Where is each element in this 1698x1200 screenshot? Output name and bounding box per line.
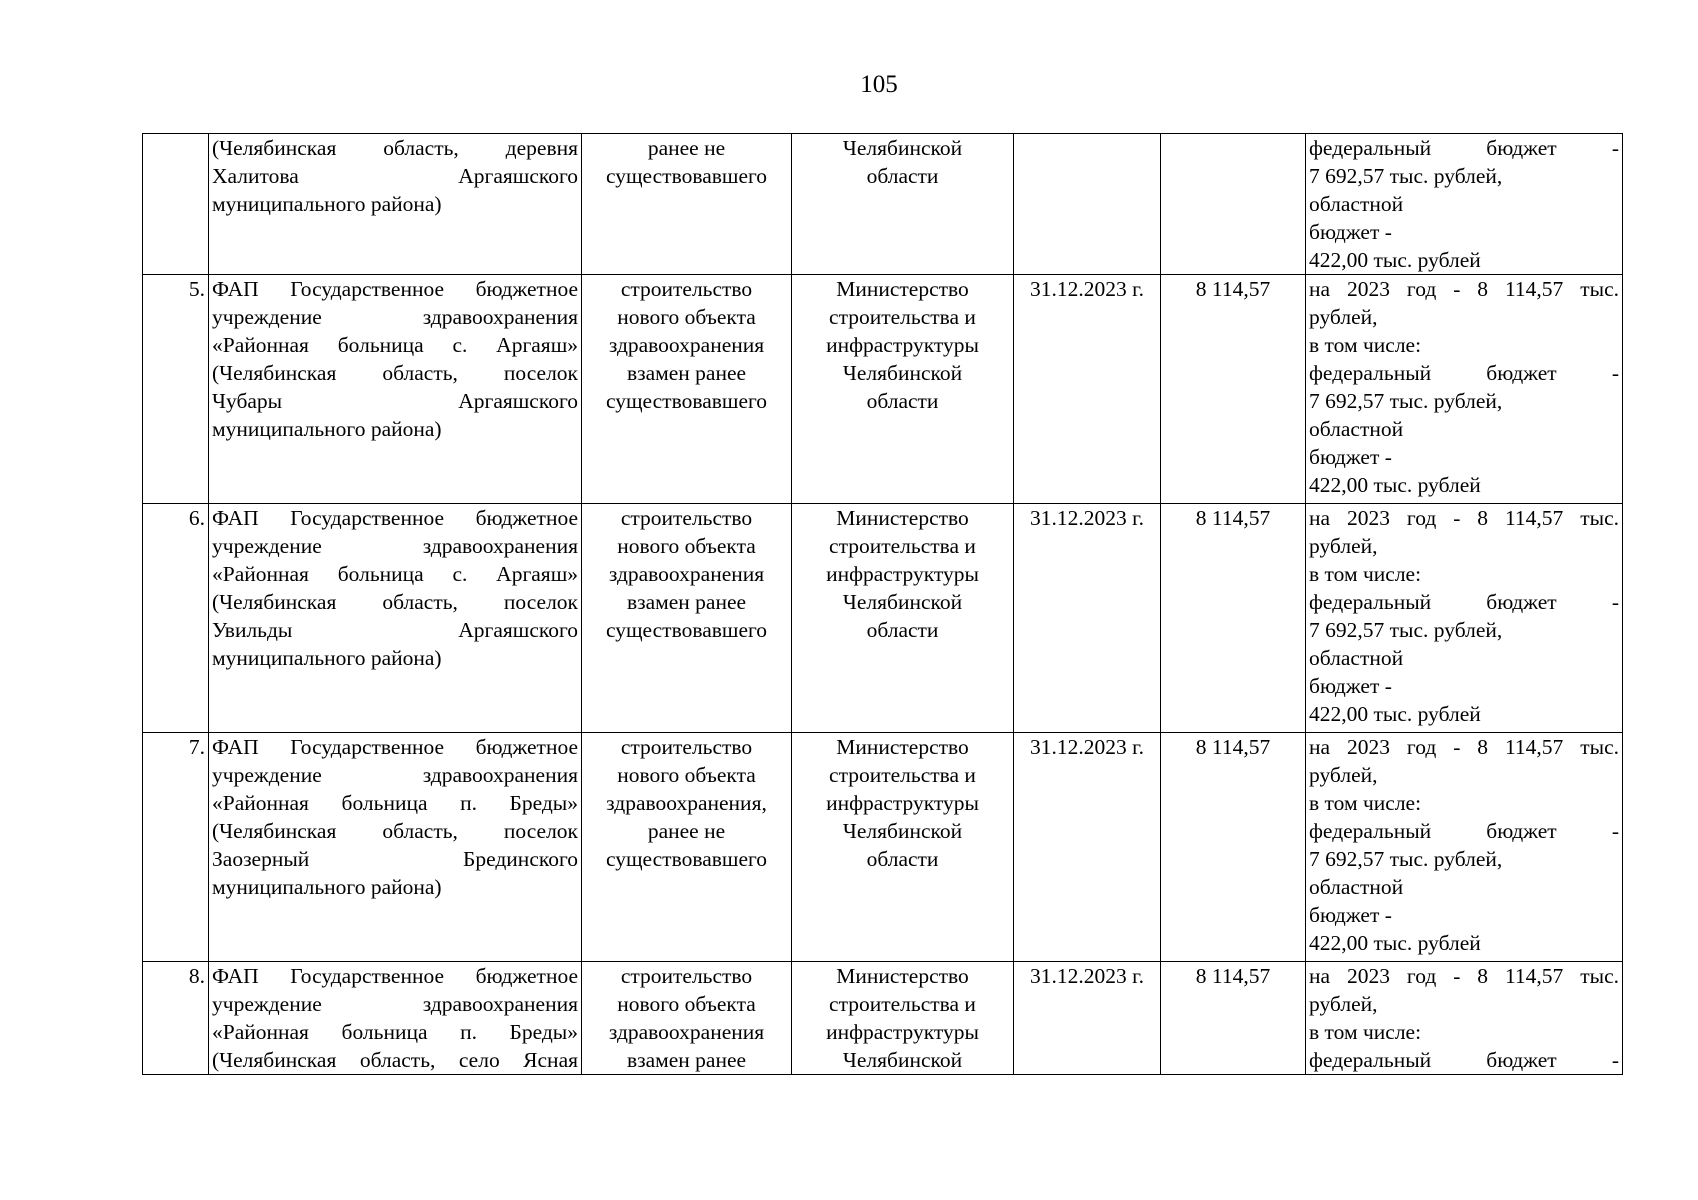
financing-line: 7 692,57 тыс. рублей, [1309, 847, 1503, 871]
financing-line: федеральный бюджет - [1309, 136, 1619, 160]
table-row [143, 733, 1623, 962]
cost-value: 8 114,57 [1195, 277, 1271, 301]
financing-line: бюджет - [1309, 220, 1392, 244]
cost-value: 8 114,57 [1195, 735, 1271, 759]
object-name-cell [209, 962, 582, 1075]
deadline-value: 31.12.2023 г. [1030, 964, 1144, 988]
deadline-cell [1014, 733, 1161, 962]
object-name-line: ФАП Государственное бюджетное [212, 506, 578, 530]
table-body [143, 134, 1623, 1075]
financing-line: 422,00 тыс. рублей [1309, 702, 1481, 726]
financing-line: рублей, [1309, 534, 1378, 558]
financing-line: рублей, [1309, 305, 1378, 329]
object-name-line: учреждение здравоохранения [212, 763, 578, 787]
responsible-org-cell [792, 275, 1014, 504]
financing-line: в том числе: [1309, 562, 1422, 586]
responsible-org-cell [792, 733, 1014, 962]
cost-cell [1161, 504, 1306, 733]
work-type-line: здравоохранения [608, 1020, 765, 1044]
deadline-cell [1014, 504, 1161, 733]
object-name-line: Халитова Аргаяшского [212, 164, 578, 188]
row-number-cell [143, 134, 209, 275]
work-type-line: строительство [620, 506, 753, 530]
responsible-org-line: строительства и [829, 992, 976, 1016]
work-type-line: здравоохранения [608, 333, 765, 357]
responsible-org-cell [792, 504, 1014, 733]
deadline-cell [1014, 275, 1161, 504]
financing-line: федеральный бюджет - [1309, 1048, 1619, 1072]
responsible-org-cell [792, 962, 1014, 1075]
financing-line: областной [1309, 646, 1404, 670]
financing-cell [1306, 962, 1623, 1075]
work-type-cell [582, 134, 792, 275]
work-type-line: нового объекта [617, 305, 756, 329]
financing-line: областной [1309, 417, 1404, 441]
financing-line: 422,00 тыс. рублей [1309, 931, 1481, 955]
object-name-line: учреждение здравоохранения [212, 305, 578, 329]
financing-line: 422,00 тыс. рублей [1309, 473, 1481, 497]
object-name-line: муниципального района) [212, 875, 442, 899]
work-type-line: взамен ранее [626, 361, 747, 385]
cost-cell [1161, 733, 1306, 962]
work-type-line: ранее не [647, 819, 726, 843]
financing-cell [1306, 504, 1623, 733]
row-number: 8. [188, 964, 205, 988]
responsible-org-line: Челябинской [842, 136, 963, 160]
responsible-org-line: Челябинской [842, 361, 963, 385]
row-number-cell [143, 275, 209, 504]
projects-table [142, 133, 1623, 1075]
financing-line: 7 692,57 тыс. рублей, [1309, 389, 1503, 413]
deadline-cell [1014, 134, 1161, 275]
responsible-org-line: области [866, 389, 939, 413]
responsible-org-line: Челябинской [842, 819, 963, 843]
responsible-org-line: Министерство [836, 277, 969, 301]
responsible-org-line: области [866, 847, 939, 871]
work-type-line: строительство [620, 735, 753, 759]
work-type-cell [582, 504, 792, 733]
object-name-cell [209, 275, 582, 504]
work-type-line: ранее не [647, 136, 726, 160]
object-name-line: учреждение здравоохранения [212, 534, 578, 558]
object-name-line: «Районная больница п. Бреды» [212, 791, 578, 815]
deadline-value: 31.12.2023 г. [1030, 506, 1144, 530]
financing-line: 7 692,57 тыс. рублей, [1309, 618, 1503, 642]
cost-cell [1161, 134, 1306, 275]
deadline-value: 31.12.2023 г. [1030, 277, 1144, 301]
responsible-org-line: инфраструктуры [826, 562, 979, 586]
work-type-line: существовавшего [605, 618, 768, 642]
work-type-line: существовавшего [605, 164, 768, 188]
object-name-cell [209, 134, 582, 275]
row-number-cell [143, 504, 209, 733]
object-name-line: (Челябинская область, поселок [212, 590, 578, 614]
responsible-org-line: строительства и [829, 534, 976, 558]
financing-line: 422,00 тыс. рублей [1309, 248, 1481, 272]
responsible-org-line: Министерство [836, 964, 969, 988]
financing-cell [1306, 134, 1623, 275]
object-name-line: муниципального района) [212, 417, 442, 441]
financing-line: 7 692,57 тыс. рублей, [1309, 164, 1503, 188]
financing-line: областной [1309, 875, 1404, 899]
responsible-org-line: инфраструктуры [826, 333, 979, 357]
object-name-line: «Районная больница с. Аргаяш» [212, 333, 578, 357]
work-type-cell [582, 733, 792, 962]
financing-line: бюджет - [1309, 903, 1392, 927]
responsible-org-line: инфраструктуры [826, 1020, 979, 1044]
work-type-line: взамен ранее [626, 1048, 747, 1072]
financing-line: федеральный бюджет - [1309, 819, 1619, 843]
responsible-org-line: инфраструктуры [826, 791, 979, 815]
row-number-cell [143, 733, 209, 962]
object-name-line: ФАП Государственное бюджетное [212, 277, 578, 301]
financing-line: федеральный бюджет - [1309, 361, 1619, 385]
object-name-line: Заозерный Брединского [212, 847, 578, 871]
financing-line: в том числе: [1309, 333, 1422, 357]
cost-cell [1161, 275, 1306, 504]
table-row [143, 504, 1623, 733]
row-number-cell [143, 962, 209, 1075]
deadline-cell [1014, 962, 1161, 1075]
work-type-line: строительство [620, 964, 753, 988]
responsible-org-cell [792, 134, 1014, 275]
object-name-line: ФАП Государственное бюджетное [212, 735, 578, 759]
work-type-line: нового объекта [617, 992, 756, 1016]
row-number: 6. [188, 506, 205, 530]
object-name-line: Увильды Аргаяшского [212, 618, 578, 642]
object-name-line: (Челябинская область, деревня [212, 136, 578, 160]
object-name-line: муниципального района) [212, 646, 442, 670]
financing-line: на 2023 год - 8 114,57 тыс. [1309, 506, 1619, 530]
row-number: 5. [188, 277, 205, 301]
financing-line: рублей, [1309, 992, 1378, 1016]
responsible-org-line: строительства и [829, 763, 976, 787]
work-type-line: нового объекта [617, 534, 756, 558]
financing-line: на 2023 год - 8 114,57 тыс. [1309, 964, 1619, 988]
work-type-line: существовавшего [605, 847, 768, 871]
object-name-line: муниципального района) [212, 192, 442, 216]
object-name-line: (Челябинская область, поселок [212, 361, 578, 385]
object-name-cell [209, 733, 582, 962]
work-type-line: строительство [620, 277, 753, 301]
responsible-org-line: области [866, 164, 939, 188]
table-row [143, 275, 1623, 504]
responsible-org-line: Министерство [836, 506, 969, 530]
table-row [143, 134, 1623, 275]
work-type-line: существовавшего [605, 389, 768, 413]
financing-line: областной [1309, 192, 1404, 216]
object-name-line: учреждение здравоохранения [212, 992, 578, 1016]
financing-line: на 2023 год - 8 114,57 тыс. [1309, 277, 1619, 301]
page-number: 105 [860, 71, 898, 98]
object-name-line: «Районная больница с. Аргаяш» [212, 562, 578, 586]
financing-line: бюджет - [1309, 445, 1392, 469]
financing-line: в том числе: [1309, 791, 1422, 815]
financing-line: рублей, [1309, 763, 1378, 787]
responsible-org-line: Челябинской [842, 590, 963, 614]
deadline-value: 31.12.2023 г. [1030, 735, 1144, 759]
cost-cell [1161, 962, 1306, 1075]
financing-cell [1306, 733, 1623, 962]
work-type-line: здравоохранения, [606, 791, 767, 815]
work-type-line: здравоохранения [608, 562, 765, 586]
financing-line: бюджет - [1309, 674, 1392, 698]
object-name-line: (Челябинская область, село Ясная [212, 1048, 578, 1072]
work-type-cell [582, 275, 792, 504]
object-name-line: «Районная больница п. Бреды» [212, 1020, 578, 1044]
responsible-org-line: области [866, 618, 939, 642]
work-type-line: нового объекта [617, 763, 756, 787]
object-name-line: ФАП Государственное бюджетное [212, 964, 578, 988]
object-name-line: Чубары Аргаяшского [212, 389, 578, 413]
cost-value: 8 114,57 [1195, 964, 1271, 988]
table-row [143, 962, 1623, 1075]
work-type-cell [582, 962, 792, 1075]
financing-line: в том числе: [1309, 1020, 1422, 1044]
financing-line: федеральный бюджет - [1309, 590, 1619, 614]
cost-value: 8 114,57 [1195, 506, 1271, 530]
object-name-line: (Челябинская область, поселок [212, 819, 578, 843]
row-number: 7. [188, 735, 205, 759]
financing-cell [1306, 275, 1623, 504]
financing-line: на 2023 год - 8 114,57 тыс. [1309, 735, 1619, 759]
object-name-cell [209, 504, 582, 733]
responsible-org-line: Министерство [836, 735, 969, 759]
responsible-org-line: строительства и [829, 305, 976, 329]
work-type-line: взамен ранее [626, 590, 747, 614]
responsible-org-line: Челябинской [842, 1048, 963, 1072]
